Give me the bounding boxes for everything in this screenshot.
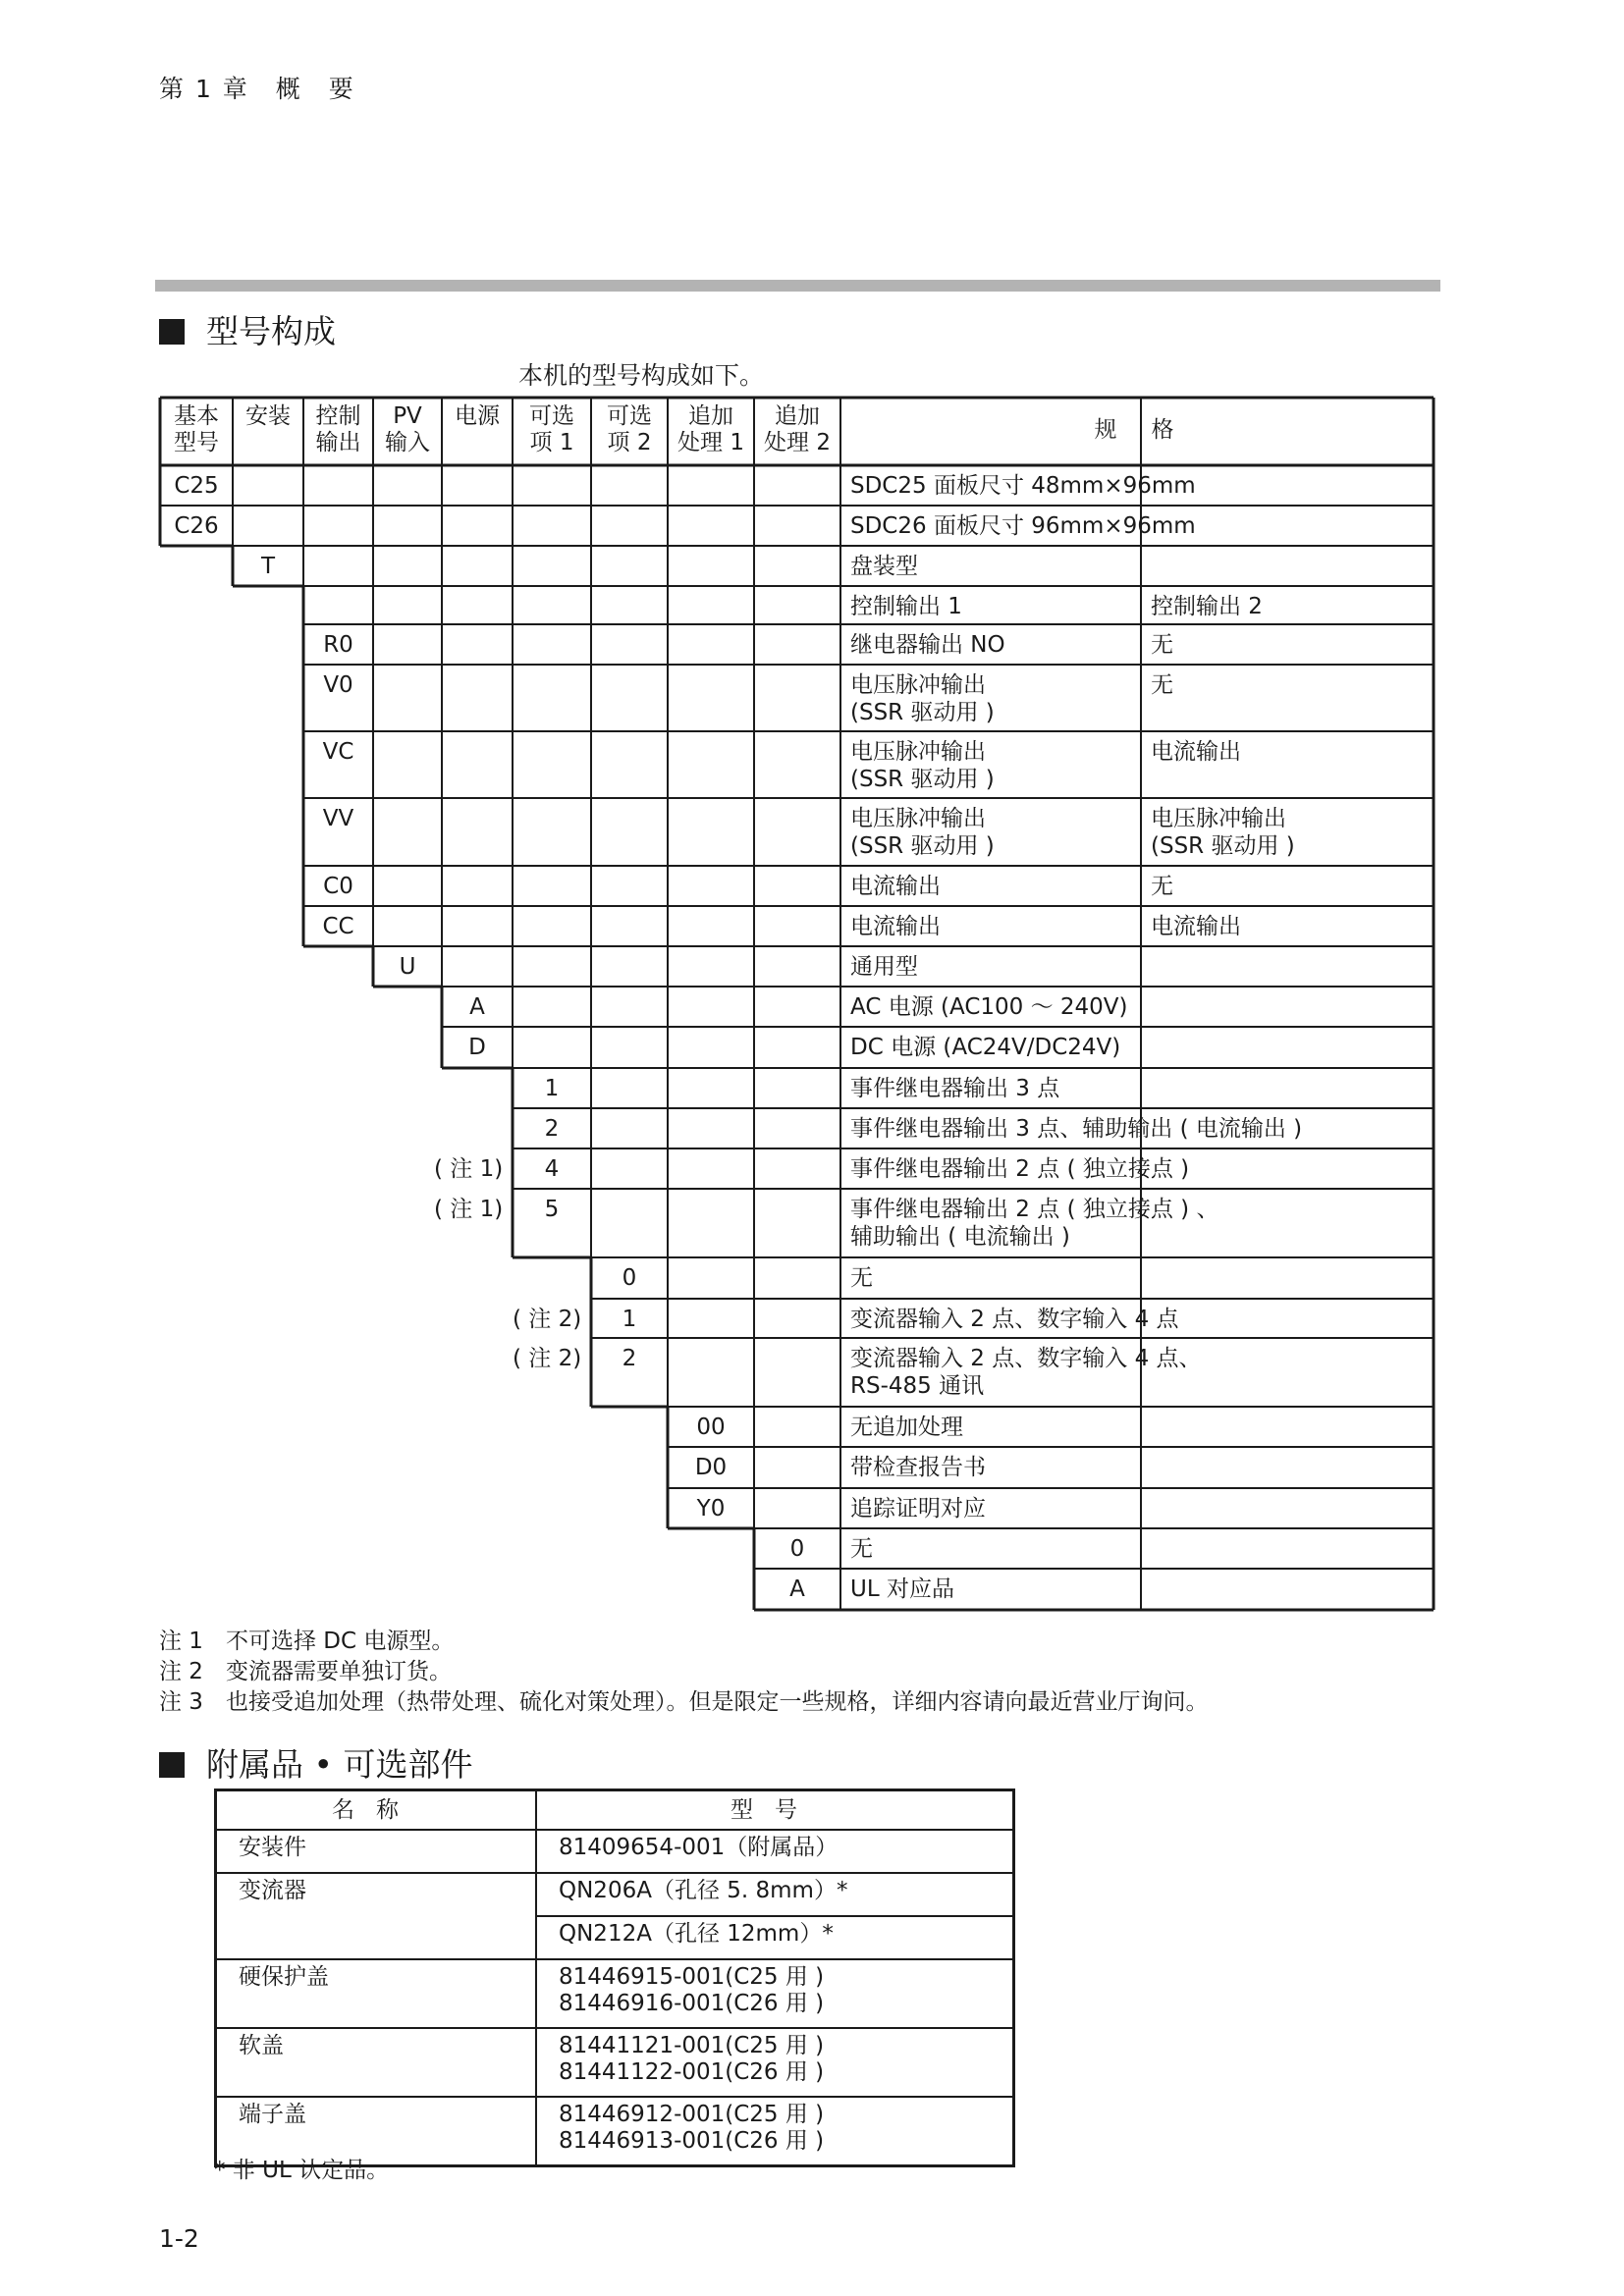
option-code: VC [322,739,354,765]
accessory-name: 安装件 [216,1830,537,1873]
control-output-2: 无 [1151,874,1173,899]
option-code: V0 [323,672,353,698]
model-intro: 本机的型号构成如下。 [518,361,765,390]
option-code: 5 [544,1197,560,1222]
option-code: 4 [544,1156,560,1182]
page-number: 1-2 [159,2224,199,2253]
spec-text: SDC26 面板尺寸 96mm×96mm [850,513,1196,539]
control-output-1: 电流输出 [850,874,941,899]
accessory-section-title [159,1745,472,1785]
control-output-1: 电压脉冲输出 (SSR 驱动用 ) [850,739,995,792]
spec-text: AC 电源 (AC100 ～ 240V) [850,994,1128,1020]
column-header: 控制 输出 [315,403,361,455]
control-output-1: 继电器输出 NO [850,632,1005,658]
option-code: 1 [544,1076,560,1101]
option-code: C25 [174,473,219,499]
option-code: D [468,1035,486,1060]
option-note: ( 注 1) [434,1156,504,1182]
accessory-model: QN212A（孔径 12mm）* [536,1916,1014,1959]
column-header: 电源 [455,403,500,429]
option-code: D0 [694,1455,728,1480]
option-code: T [260,554,276,579]
spec-text: SDC25 面板尺寸 48mm×96mm [850,473,1196,499]
option-code: 2 [544,1116,560,1142]
accessory-section-title-text: 附属品 • 可选部件 [206,1745,473,1784]
option-code: 2 [622,1346,637,1371]
option-code: 0 [622,1265,637,1291]
spec-text: 带检查报告书 [850,1455,986,1480]
spec-text: 事件继电器输出 2 点 ( 独立接点 ) 、 辅助输出 ( 电流输出 ) [850,1197,1219,1250]
spec-text: 事件继电器输出 3 点 [850,1076,1060,1101]
table-row [216,1959,1014,2028]
option-code: C0 [323,874,353,899]
square-bullet-icon [159,1752,185,1778]
accessory-name: 变流器 [216,1873,537,1916]
control-output-2: 电流输出 [1151,914,1241,939]
column-header: 追加 处理 2 [764,403,831,455]
spec-text: 事件继电器输出 2 点 ( 独立接点 ) [850,1156,1190,1182]
spec-text: 无 [850,1536,873,1562]
table-row [216,1916,1014,1959]
column-header: PV 输入 [385,403,430,455]
accessory-model: 81446915-001(C25 用 ) 81446916-001(C26 用 ) [536,1959,1014,2028]
table-row [216,2097,1014,2166]
option-code: VV [322,806,354,831]
accessory-table [214,1789,1015,2167]
table-note: 注 3 也接受追加处理（热带处理、硫化对策处理）。但是限定一些规格，详细内容请向最近营业厅询问。 [159,1689,1209,1715]
option-code: R0 [323,632,353,658]
section-rule [155,280,1440,292]
column-header: 追加 处理 1 [677,403,744,455]
table-note: 注 2 变流器需要单独订货。 [159,1659,452,1684]
option-code: U [399,954,416,980]
table-row [216,2028,1014,2097]
option-code: C26 [174,513,219,539]
accessory-name: 端子盖 [216,2097,537,2166]
option-code: A [789,1576,805,1602]
accessory-name: 软盖 [216,2028,537,2097]
model-section-title [159,312,336,351]
spec-text: DC 电源 (AC24V/DC24V) [850,1035,1121,1060]
accessory-model: 81409654-001（附属品） [536,1830,1014,1873]
option-code: 1 [622,1307,637,1332]
spec-text: 追踪证明对应 [850,1496,986,1522]
control-output-2: 电流输出 [1151,739,1241,765]
spec-text: 盘装型 [850,554,918,579]
spec-text: 变流器输入 2 点、数字输入 4 点、 RS-485 通讯 [850,1346,1202,1399]
control-output-2: 无 [1151,632,1173,658]
option-note: ( 注 2) [513,1346,582,1371]
spec-text: 无 [850,1265,873,1291]
option-note: ( 注 1) [434,1197,504,1222]
spec-text: 通用型 [850,954,918,980]
chapter-header: 第 1 章 概 要 [159,75,355,103]
accessory-model: QN206A（孔径 5. 8mm）* [536,1873,1014,1916]
control-output-1: 电流输出 [850,914,941,939]
control-output-1: 控制输出 1 [850,594,962,619]
table-row [216,1830,1014,1873]
option-code: 0 [789,1536,805,1562]
control-output-2: 控制输出 2 [1151,594,1263,619]
accessory-name [216,1916,537,1959]
col-name-header: 名称 [216,1790,537,1831]
accessory-model: 81446912-001(C25 用 ) 81446913-001(C26 用 ) [536,2097,1014,2166]
table-note: 注 1 不可选择 DC 电源型。 [159,1629,455,1654]
accessory-name: 硬保护盖 [216,1959,537,2028]
option-code: CC [322,914,354,939]
option-code: A [469,994,485,1020]
col-model-header: 型号 [536,1790,1014,1831]
spec-text: 变流器输入 2 点、数字输入 4 点 [850,1307,1179,1332]
option-code: 00 [696,1415,726,1440]
column-header: 可选 项 2 [607,403,652,455]
column-header: 基本 型号 [174,403,219,455]
control-output-2: 电压脉冲输出 (SSR 驱动用 ) [1151,806,1295,859]
control-output-1: 电压脉冲输出 (SSR 驱动用 ) [850,806,995,859]
spec-text: UL 对应品 [850,1576,954,1602]
column-header: 安装 [245,403,291,429]
control-output-2: 无 [1151,672,1173,698]
model-section-title-text: 型号构成 [206,312,336,350]
square-bullet-icon [159,319,185,345]
option-code: Y0 [696,1496,726,1522]
spec-text: 无追加处理 [850,1415,963,1440]
control-output-1: 电压脉冲输出 (SSR 驱动用 ) [850,672,995,725]
option-note: ( 注 2) [513,1307,582,1332]
table-row [216,1873,1014,1916]
accessory-footnote: * 非 UL 认定品。 [214,2158,390,2183]
spec-text: 事件继电器输出 3 点、辅助输出 ( 电流输出 ) [850,1116,1303,1142]
accessory-model: 81441121-001(C25 用 ) 81441122-001(C26 用 ) [536,2028,1014,2097]
column-header: 可选 项 1 [529,403,574,455]
column-header: 规 格 [1094,417,1180,443]
